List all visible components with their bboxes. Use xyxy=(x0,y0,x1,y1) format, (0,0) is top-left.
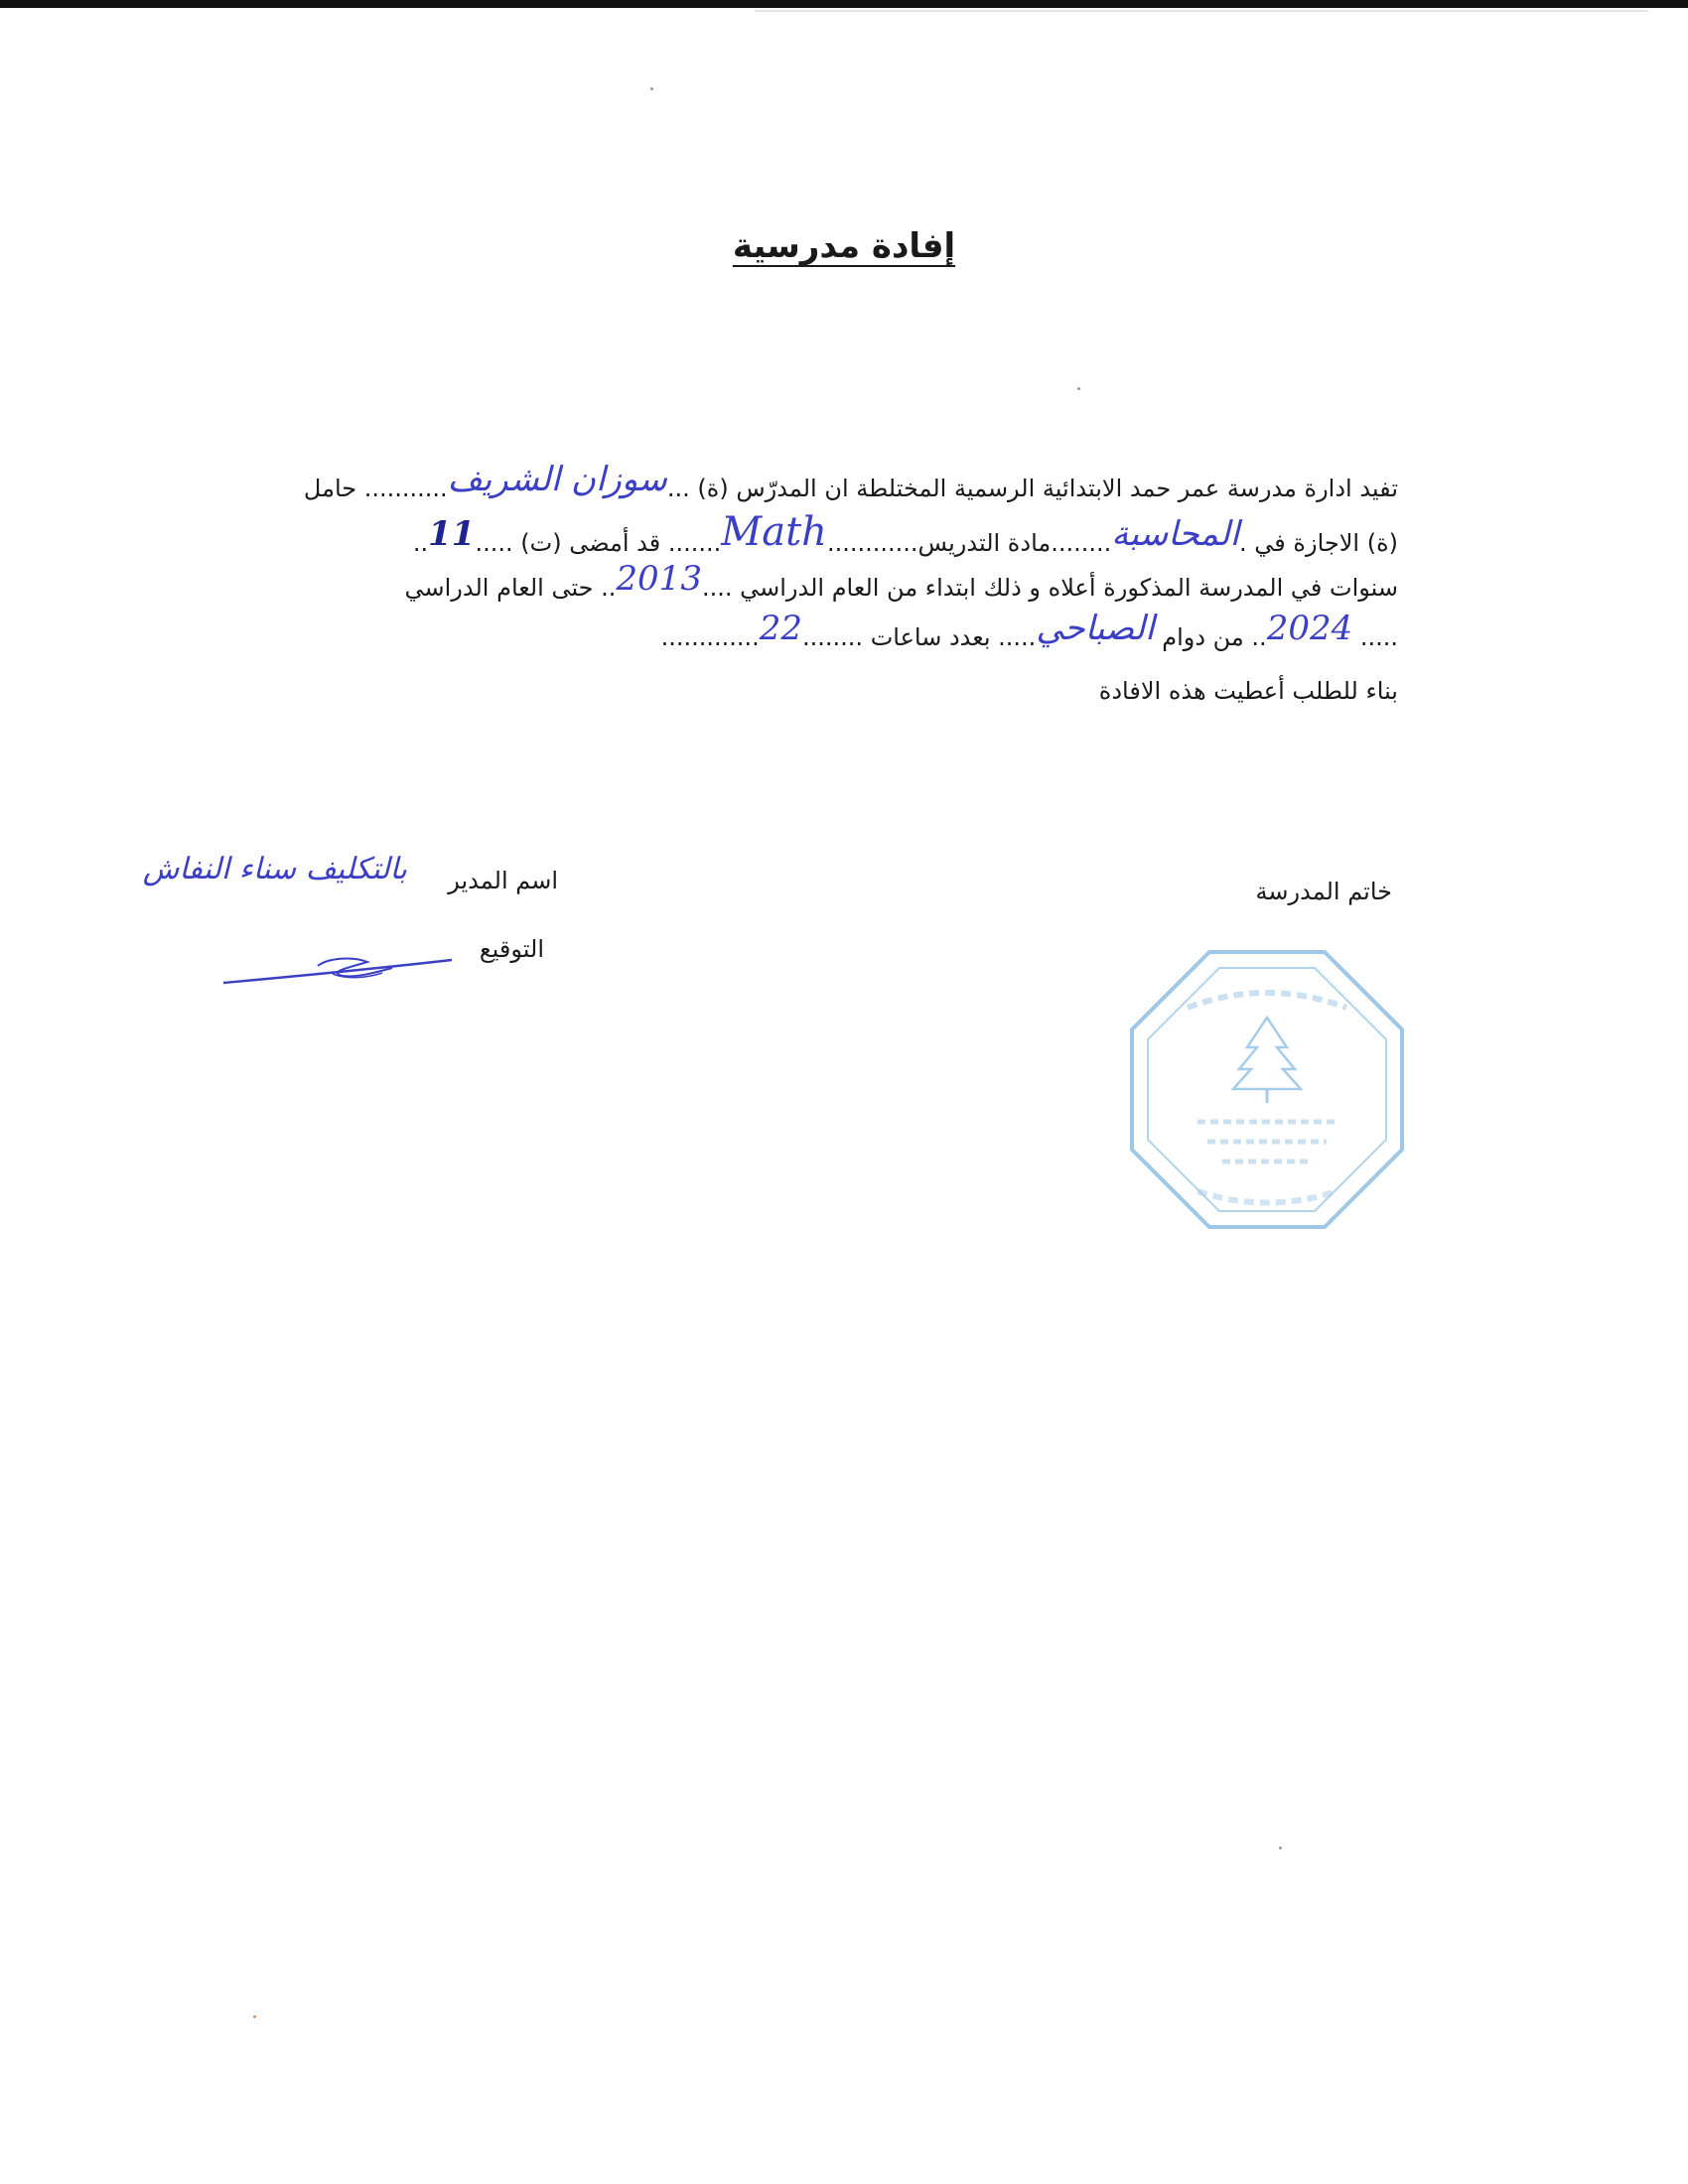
scan-top-border xyxy=(0,0,1688,8)
years-handwritten: 11 xyxy=(428,514,476,554)
line2-dots-6: .. xyxy=(412,529,429,557)
paragraph-line-3 xyxy=(404,559,1399,602)
scan-speck xyxy=(1077,387,1080,390)
stamp-label: خاتم المدرسة xyxy=(1255,878,1392,905)
subject-label: مادة التدريس xyxy=(917,529,1052,557)
signature-label: التوقيع xyxy=(479,935,544,963)
line4-dots-4: ........ xyxy=(802,623,864,651)
subject-handwritten: Math xyxy=(721,509,827,555)
start-year-handwritten: 2013 xyxy=(616,559,702,599)
line2-prefix: (ة) الاجازة في xyxy=(1254,529,1398,557)
spent-label: قد أمضى (ت) xyxy=(520,529,661,557)
scan-speck xyxy=(1279,1846,1282,1849)
line2-dots-1: . xyxy=(1239,529,1247,557)
line3-dots-1: .... xyxy=(701,574,733,602)
line3-text: سنوات في المدرسة المذكورة أعلاه و ذلك ابتداء من العام الدراسي xyxy=(740,574,1398,602)
scan-speck xyxy=(650,87,653,90)
degree-field-handwritten: المحاسبة xyxy=(1111,514,1240,554)
scan-edge-line xyxy=(755,10,1648,12)
line4-dots-2: .. xyxy=(1251,623,1267,651)
paragraph-line-4 xyxy=(660,609,1398,651)
hours-handwritten: 22 xyxy=(759,609,803,648)
line1-dots-2: ........... xyxy=(356,475,448,502)
cedar-icon xyxy=(1233,1018,1301,1103)
line2-dots-2: ........ xyxy=(1051,529,1112,557)
line4-dots-5: ............. xyxy=(660,623,760,651)
hours-label: بعدد ساعات xyxy=(870,623,991,651)
document-title-text: إفادة مدرسية xyxy=(732,226,956,266)
document-title xyxy=(0,226,1688,266)
line3-dots-2: .. xyxy=(593,574,617,602)
line4-dots-3: ..... xyxy=(998,623,1037,651)
principal-label: اسم المدير xyxy=(448,867,558,894)
until-label: حتى العام الدراسي xyxy=(404,574,594,602)
line4-dots-1: ..... xyxy=(1352,623,1398,651)
signature-scribble xyxy=(218,938,457,998)
line2-dots-4: ....... xyxy=(660,529,722,557)
scan-speck xyxy=(253,2015,256,2018)
shift-handwritten: الصباحي xyxy=(1036,609,1155,648)
end-year-handwritten: 2024 xyxy=(1266,609,1353,648)
shift-label: من دوام xyxy=(1162,623,1244,651)
paragraph-line-2 xyxy=(412,509,1398,558)
closing-statement: بناء للطلب أعطيت هذه الافادة xyxy=(1098,677,1398,705)
school-stamp xyxy=(1128,948,1406,1231)
line2-dots-5: ..... xyxy=(475,529,513,557)
line1-dots: ... xyxy=(666,475,690,502)
paragraph-line-1 xyxy=(303,460,1398,502)
line2-dots-3: ............ xyxy=(826,529,918,557)
teacher-name-handwritten: سوزان الشريف xyxy=(447,460,667,499)
principal-name-handwritten: بالتكليف سناء النفاش xyxy=(142,852,407,887)
line1-text: تفيد ادارة مدرسة عمر حمد الابتدائية الرسمية المختلطة ان المدرّس (ة) xyxy=(697,475,1398,502)
line1-tail: حامل xyxy=(303,475,357,502)
